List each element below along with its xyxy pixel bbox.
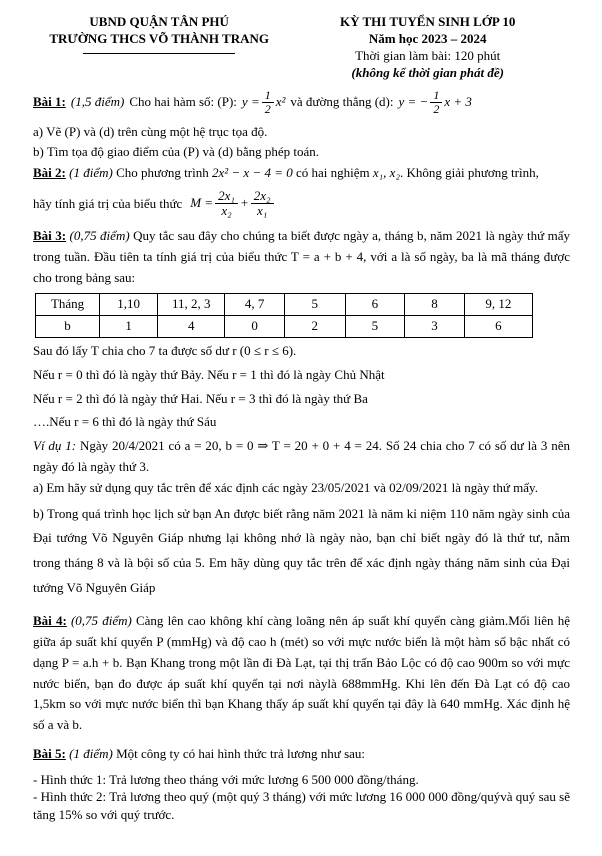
month-code-table [35, 293, 533, 338]
fraction [262, 89, 274, 117]
fraction-denominator: x₁ [256, 203, 268, 219]
rule-line-4: ….Nếu r = 6 thì đó là ngày thứ Sáu [33, 414, 217, 430]
bai3-intro-text: Quy tắc sau đây cho chúng ta biết được ngày a, tháng b, năm 2021 là ngày thứ mấy trong tuần. Đầu tiên ta tính giá trị của biểu thức T = a + b + 4, với a là số ngày, ba là mã tháng được cho trong bảng sau: [33, 227, 570, 285]
bai2-points: (1 điểm) [69, 165, 113, 181]
example-text: Ngày 20/4/2021 có a = 20, b = 0 ⇒ T = 20 + 0 + 4 = 24. Số 24 chia cho 7 có số dư là 3 nên ngày đó là ngày thứ 3. [33, 438, 570, 474]
bai5-option-2: - Hình thức 2: Trả lương theo quý (một quý 3 tháng) với mức lương 16 000 000 đồng/quývà quý sau sẽ tăng 15% so với quý trước. [33, 789, 570, 822]
table-cell: 6 [464, 316, 532, 338]
table-cell: 5 [284, 294, 345, 316]
fraction [251, 189, 274, 219]
exam-note: (không kể thời gian phát đề) [351, 64, 504, 80]
bai2-roots: x₁, x₂ [372, 165, 400, 181]
bai5-intro-text: Một công ty có hai hình thức trả lương như sau: [116, 746, 366, 762]
fraction-denominator: 2 [433, 102, 440, 117]
bai1-formula-d [398, 89, 471, 117]
table-cell: b [36, 316, 100, 338]
fraction-numerator: 1 [430, 89, 442, 103]
fraction-denominator: x₂ [221, 203, 232, 219]
bai1-intro-text: Cho hai hàm số: (P): [129, 94, 237, 110]
bai5-label: Bài 5: [33, 746, 66, 762]
bai3-label: Bài 3: [33, 227, 67, 243]
bai5-points: (1 điểm) [69, 746, 113, 762]
rule-line-1: Sau đó lấy T chia cho 7 ta được số dư r (0 ≤ r ≤ 6). [33, 342, 297, 358]
fraction-numerator: 2x₂ [251, 189, 274, 205]
bai3-item-b: b) Trong quá trình học lịch sử bạn An được biết rằng năm 2021 là năm kỉ niệm 110 năm ngày sinh của Đại tướng Võ Nguyên Giáp nhưng lại không nhớ là ngày nào, bạn chỉ biết ngày đó là thứ tư, nằm trong tháng 8 và là bội số của 5. Em hãy dùng quy tắc trên để xác định ngày tháng năm sinh của Đại tướng Võ Nguyên Giáp [33, 505, 570, 595]
rule-line-3: Nếu r = 2 thì đó là ngày thứ Hai. Nếu r = 3 thì đó là ngày thứ Ba [33, 390, 368, 406]
table-cell: 8 [405, 294, 465, 316]
bai5-intro [33, 744, 570, 765]
table-cell: 4 [158, 316, 225, 338]
bai4-text: Càng lên cao không khí càng loãng nên áp suất khí quyển càng giảm.Mối liên hệ giữa áp suất khí quyển P (mmHg) và độ cao h (mét) so với mực nước biển là một hàm số bậc nhất có dạng P = a.h + b. Bạn Khang trong một lần đi Đà Lạt, tại thị trấn Bảo Lộc có độ cao 900m so với mực nước biển, bạn đo được áp suất khí quyển tại nơi nàylà 688mmHg. Khi lên đến Đà Lạt có độ cao 1,5km so với mực nước biển thì bạn Khang thấy áp suất khí quyển tại đây là 640 mmHg. Xác định hệ số a và b. [33, 613, 570, 733]
bai2-m-line [33, 185, 570, 223]
table-cell: 9, 12 [464, 294, 532, 316]
bai3-rules [33, 341, 570, 433]
table-cell: 2 [284, 316, 345, 338]
bai2-intro [33, 163, 570, 184]
bai1-mid-text: và đường thẳng (d): [290, 94, 394, 110]
bai3-item-a: a) Em hãy sử dụng quy tắc trên để xác định các ngày 23/05/2021 và 02/09/2021 là ngày thứ mấy. [33, 479, 538, 495]
bai2-text4: hãy tính giá trị của biểu thức [33, 195, 183, 211]
table-row-codes [36, 316, 533, 338]
formula-lead: M = [190, 194, 214, 210]
bai2-text1: Cho phương trình [116, 165, 209, 181]
bai2-text3: . Không giải phương trình, [399, 165, 539, 181]
document-header [33, 14, 570, 82]
table-cell: Tháng [36, 294, 100, 316]
exam-title: KỲ THI TUYỂN SINH LỚP 10 [339, 14, 516, 29]
bai4-points: (0,75 điểm) [70, 613, 132, 629]
bai2-text2: có hai nghiệm [295, 165, 370, 181]
fraction [430, 89, 442, 117]
issuer-line2: TRƯỜNG THCS VÕ THÀNH TRANG [49, 30, 269, 46]
bai1-label: Bài 1: [33, 94, 66, 110]
plus-sign: + [239, 194, 249, 210]
exam-year: Năm học 2023 – 2024 [368, 30, 487, 46]
formula-lead: y = − [398, 93, 429, 109]
bai3-example [33, 436, 570, 478]
bai1-item-b: b) Tìm tọa độ giao điểm của (P) và (d) bằng phép toán. [33, 144, 320, 160]
bai2-equation: 2x² − x − 4 = 0 [211, 165, 293, 181]
table-cell: 4, 7 [225, 294, 285, 316]
rule-line-2: Nếu r = 0 thì đó là ngày thứ Bảy. Nếu r = 1 thì đó là ngày Chủ Nhật [33, 366, 385, 382]
formula-tail: x² [275, 93, 286, 109]
exam-duration: Thời gian làm bài: 120 phút [355, 47, 501, 63]
bai5-option-1: - Hình thức 1: Trả lương theo tháng với mức lương 6 500 000 đồng/tháng. [33, 771, 419, 787]
exam-title-block [285, 14, 570, 82]
table-cell: 11, 2, 3 [158, 294, 225, 316]
table-cell: 1,10 [100, 294, 158, 316]
formula-tail: x + 3 [444, 93, 472, 109]
table-cell: 3 [405, 316, 465, 338]
table-cell: 1 [100, 316, 158, 338]
table-cell: 0 [225, 316, 285, 338]
bai1-item-a: a) Vẽ (P) và (d) trên cùng một hệ trục tọa độ. [33, 123, 268, 139]
table-cell: 5 [345, 316, 405, 338]
issuer-line1: UBND QUẬN TÂN PHÚ [89, 14, 229, 29]
bai3-points: (0,75 điểm) [69, 227, 130, 243]
bai1-points: (1,5 điểm) [70, 94, 125, 110]
bai3-intro [33, 226, 570, 288]
formula-lead: y = [241, 93, 260, 109]
table-cell: 6 [345, 294, 405, 316]
bai2-m-formula [190, 189, 275, 219]
bai4-label: Bài 4: [33, 613, 67, 629]
header-rule [83, 53, 235, 54]
fraction [215, 189, 238, 219]
example-label: Ví dụ 1: [33, 438, 77, 454]
bai4-paragraph [33, 611, 570, 736]
bai1-intro-line [33, 86, 570, 120]
issuer-block [33, 14, 285, 82]
fraction-numerator: 2x₁ [215, 189, 238, 205]
table-row-months [36, 294, 533, 316]
fraction-numerator: 1 [262, 89, 274, 103]
bai1-formula-p [242, 89, 285, 117]
bai2-label: Bài 2: [33, 165, 66, 181]
fraction-denominator: 2 [264, 102, 271, 117]
